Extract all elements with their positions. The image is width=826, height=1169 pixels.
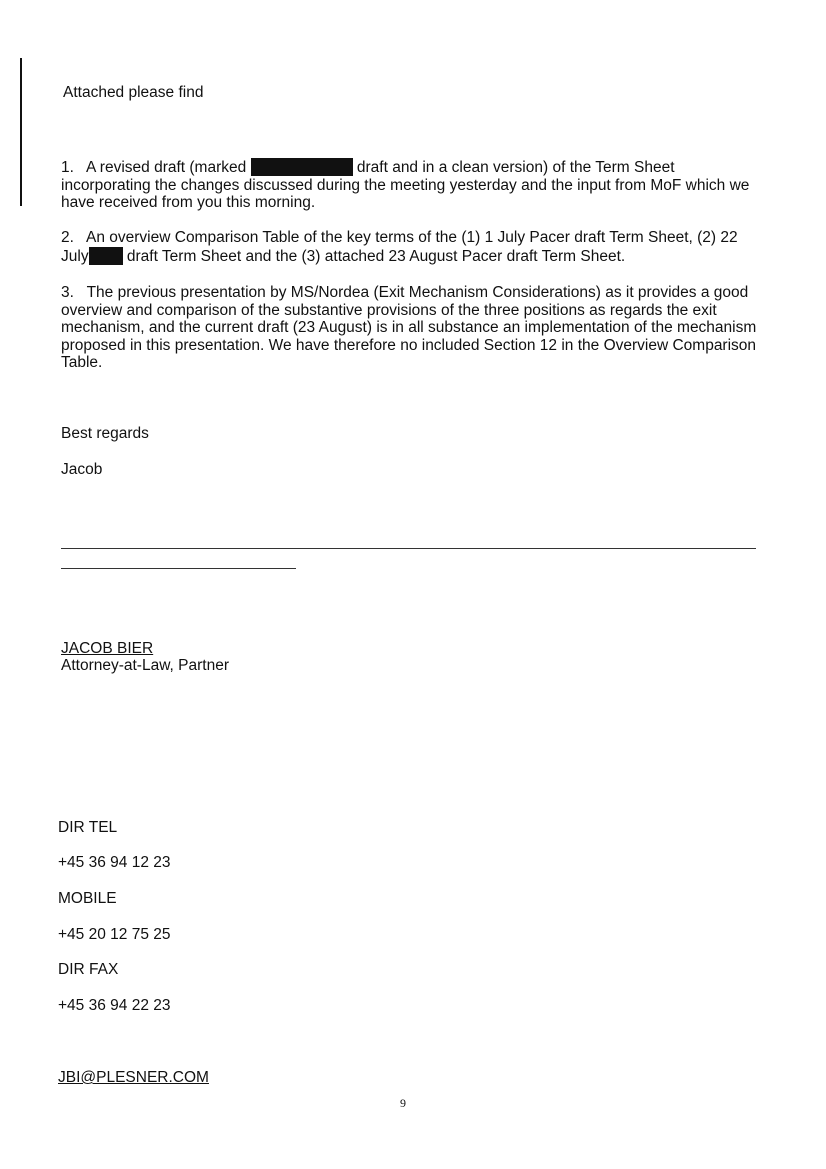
intro-text: Attached please find: [63, 84, 204, 101]
mobile-value: +45 20 12 75 25: [58, 926, 171, 943]
sender-first-name: Jacob: [61, 461, 103, 478]
signature-name: JACOB BIER: [61, 640, 154, 657]
redaction-block: [89, 247, 123, 265]
item-text-a: An overview Comparison Table of the key terms of the (1) 1 July Pacer draft Term Sheet, (2) 22 July: [61, 229, 738, 265]
signature-divider-short: [61, 568, 296, 569]
list-item-2: [61, 229, 761, 265]
item-number: 2.: [61, 229, 74, 246]
dir-tel-value: +45 36 94 12 23: [58, 854, 171, 871]
item-text: The previous presentation by MS/Nordea (Exit Mechanism Considerations) as it provides a good overview and comparison of the substantive provisions of the three positions as regards the exit mechanism, and the current draft (23 August) is in all substance an implementation of the mechanism proposed in this presentation. We have therefore no included Section 12 in the Overview Comparison Table.: [61, 284, 757, 372]
item-text-b: draft and in a clean version) of the Term Sheet incorporating the changes discussed during the meeting yesterday and the input from MoF which we have received from you this morning.: [61, 159, 750, 212]
list-item-1: [61, 158, 761, 212]
signature-title: Attorney-at-Law, Partner: [61, 657, 229, 674]
signature-divider-long: [61, 548, 756, 549]
email-link[interactable]: JBI@PLESNER.COM: [58, 1069, 209, 1086]
mobile-label: MOBILE: [58, 890, 117, 907]
item-text-b: draft Term Sheet and the (3) attached 23 August Pacer draft Term Sheet.: [126, 247, 626, 265]
item-text-a: A revised draft (marked: [86, 159, 247, 176]
dir-tel-label: DIR TEL: [58, 819, 118, 836]
page-number: 9: [400, 1096, 406, 1110]
item-number: 1.: [61, 159, 74, 176]
dir-fax-label: DIR FAX: [58, 961, 119, 978]
redaction-block: [251, 158, 353, 176]
closing-text: Best regards: [61, 425, 149, 442]
list-item-3: [61, 284, 761, 372]
item-number: 3.: [61, 284, 74, 301]
scan-margin-line: [20, 58, 22, 206]
dir-fax-value: +45 36 94 22 23: [58, 997, 171, 1014]
